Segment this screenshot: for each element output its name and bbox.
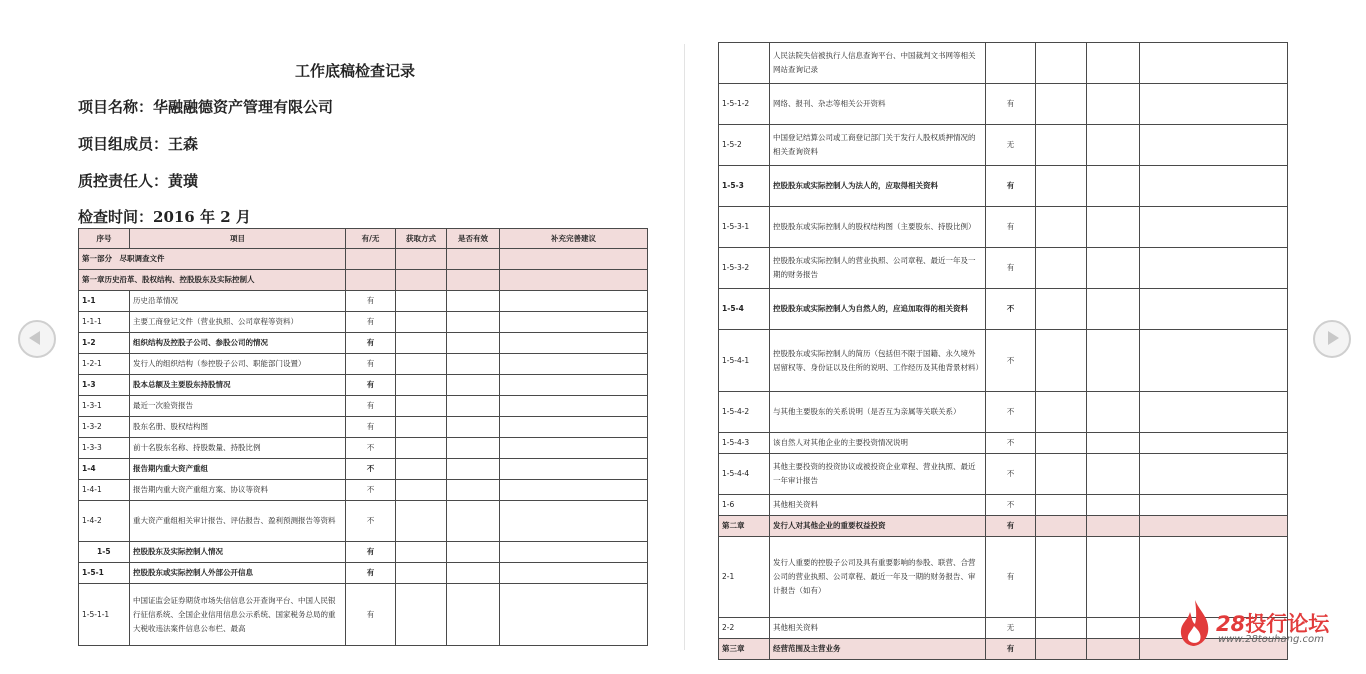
row-number: 1-5-4 <box>719 289 770 330</box>
row-item: 中国登记结算公司或工商登记部门关于发行人股权质押情况的相关查询资料 <box>770 125 986 166</box>
row-valid <box>1087 454 1140 495</box>
row-valid <box>447 584 500 646</box>
row-has-value: 有 <box>346 396 396 417</box>
row-suggestion <box>1140 495 1288 516</box>
row-item: 其他主要投资的投资协议或被投资企业章程、营业执照、最近一年审计报告 <box>770 454 986 495</box>
project-name: 项目名称：华融融德资产管理有限公司 <box>78 98 334 116</box>
row-item: 网络、报刊、杂志等相关公开资料 <box>770 84 986 125</box>
row-item: 前十名股东名称、持股数量、持股比例 <box>130 438 346 459</box>
row-valid <box>447 333 500 354</box>
row-number: 2-1 <box>719 537 770 618</box>
row-method <box>396 249 447 270</box>
table-row <box>719 207 1288 248</box>
row-has-value: 有 <box>986 166 1036 207</box>
row-number: 1-5-4-1 <box>719 330 770 392</box>
table-row <box>79 354 648 375</box>
row-item: 历史沿革情况 <box>130 291 346 312</box>
row-method <box>1036 454 1087 495</box>
flame-icon <box>1178 598 1212 648</box>
row-has-value: 有 <box>986 639 1036 660</box>
row-number: 1-3-2 <box>79 417 130 438</box>
row-method <box>396 501 447 542</box>
row-valid <box>1087 248 1140 289</box>
row-method <box>396 584 447 646</box>
table-row <box>79 584 648 646</box>
row-number: 第二章 <box>719 516 770 537</box>
row-suggestion <box>500 417 648 438</box>
row-item: 主要工商登记文件（营业执照、公司章程等资料） <box>130 312 346 333</box>
row-suggestion <box>500 249 648 270</box>
row-has-value <box>346 249 396 270</box>
row-number: 第一部分 尽职调查文件 <box>79 249 346 270</box>
row-item: 其他相关资料 <box>770 495 986 516</box>
row-valid <box>1087 495 1140 516</box>
row-valid <box>447 480 500 501</box>
row-has-value: 不 <box>986 330 1036 392</box>
table-row <box>719 125 1288 166</box>
row-valid <box>1087 125 1140 166</box>
row-suggestion <box>500 438 648 459</box>
header-item: 项目 <box>130 229 346 249</box>
row-has-value: 有 <box>986 84 1036 125</box>
row-number <box>719 43 770 84</box>
row-has-value: 不 <box>986 289 1036 330</box>
table-row <box>719 392 1288 433</box>
row-item: 控股股东或实际控制人的股权结构图（主要股东、持股比例） <box>770 207 986 248</box>
chevron-left-icon <box>29 331 40 345</box>
table-row <box>719 84 1288 125</box>
row-item: 控股股东或实际控制人为法人的，应取得相关资料 <box>770 166 986 207</box>
row-number: 2-2 <box>719 618 770 639</box>
row-item: 控股股东及实际控制人情况 <box>130 542 346 563</box>
table-row <box>719 43 1288 84</box>
table-row <box>719 248 1288 289</box>
row-number: 1-6 <box>719 495 770 516</box>
row-item: 组织结构及控股子公司、参股公司的情况 <box>130 333 346 354</box>
row-has-value: 有 <box>346 542 396 563</box>
row-has-value <box>346 270 396 291</box>
row-item: 发行人的组织结构（参控股子公司、职能部门设置） <box>130 354 346 375</box>
quality-control-owner: 质控责任人：黄璜 <box>78 172 199 190</box>
chevron-right-icon <box>1328 331 1339 345</box>
row-suggestion <box>500 312 648 333</box>
row-has-value: 不 <box>986 433 1036 454</box>
logo-number: 28 <box>1216 612 1246 636</box>
table-row <box>719 454 1288 495</box>
row-valid <box>447 438 500 459</box>
header-valid: 是否有效 <box>447 229 500 249</box>
row-item: 股本总额及主要股东持股情况 <box>130 375 346 396</box>
site-logo[interactable] <box>1178 598 1338 650</box>
row-suggestion <box>500 291 648 312</box>
table-row <box>79 312 648 333</box>
row-has-value: 不 <box>346 459 396 480</box>
row-valid <box>1087 392 1140 433</box>
logo-url: www.28touhang.com <box>1218 634 1324 645</box>
checklist-table-left <box>78 228 648 646</box>
row-suggestion <box>500 584 648 646</box>
row-suggestion <box>500 396 648 417</box>
page-divider <box>684 44 685 650</box>
table-row <box>719 433 1288 454</box>
row-item: 控股股东或实际控制人的营业执照、公司章程、最近一年及一期的财务报告 <box>770 248 986 289</box>
row-number: 1-4-2 <box>79 501 130 542</box>
table-row <box>79 375 648 396</box>
table-row <box>719 330 1288 392</box>
row-item: 与其他主要股东的关系说明（是否互为亲属等关联关系） <box>770 392 986 433</box>
row-method <box>1036 516 1087 537</box>
row-number: 1-5-4-3 <box>719 433 770 454</box>
row-suggestion <box>1140 207 1288 248</box>
table-row <box>719 289 1288 330</box>
row-method <box>396 270 447 291</box>
row-number: 1-5-3-2 <box>719 248 770 289</box>
row-valid <box>1087 289 1140 330</box>
row-valid <box>1087 330 1140 392</box>
row-suggestion <box>500 501 648 542</box>
row-method <box>396 459 447 480</box>
header-no: 序号 <box>79 229 130 249</box>
row-method <box>396 375 447 396</box>
row-method <box>1036 537 1087 618</box>
row-valid <box>1087 639 1140 660</box>
table-row <box>79 459 648 480</box>
row-item: 重大资产重组相关审计报告、评估报告、盈利预测报告等资料 <box>130 501 346 542</box>
row-method <box>1036 618 1087 639</box>
row-method <box>1036 248 1087 289</box>
row-has-value: 有 <box>346 354 396 375</box>
row-method <box>1036 289 1087 330</box>
row-method <box>1036 207 1087 248</box>
row-item: 经营范围及主营业务 <box>770 639 986 660</box>
table-row <box>719 516 1288 537</box>
row-suggestion <box>1140 289 1288 330</box>
table-row <box>79 501 648 542</box>
row-item: 控股股东或实际控制人外部公开信息 <box>130 563 346 584</box>
table-row <box>79 291 648 312</box>
document-title: 工作底稿检查记录 <box>295 62 416 80</box>
row-number: 1-4 <box>79 459 130 480</box>
row-suggestion <box>500 270 648 291</box>
checklist-table-right <box>718 42 1288 660</box>
row-suggestion <box>1140 392 1288 433</box>
row-method <box>396 438 447 459</box>
row-suggestion <box>1140 516 1288 537</box>
row-number: 1-5-1-2 <box>719 84 770 125</box>
row-item: 该自然人对其他企业的主要投资情况说明 <box>770 433 986 454</box>
table-row <box>79 563 648 584</box>
row-valid <box>1087 43 1140 84</box>
row-method <box>396 354 447 375</box>
row-method <box>396 312 447 333</box>
row-method <box>1036 166 1087 207</box>
row-suggestion <box>1140 433 1288 454</box>
row-number: 1-1-1 <box>79 312 130 333</box>
row-has-value <box>986 43 1036 84</box>
row-valid <box>447 542 500 563</box>
table-row <box>719 495 1288 516</box>
row-has-value: 有 <box>346 291 396 312</box>
row-number: 第三章 <box>719 639 770 660</box>
row-has-value: 不 <box>346 438 396 459</box>
row-valid <box>447 312 500 333</box>
row-has-value: 无 <box>986 618 1036 639</box>
row-number: 1-5-4-4 <box>719 454 770 495</box>
row-item: 发行人重要的控股子公司及具有重要影响的参股、联营、合营公司的营业执照、公司章程、最近一年及一期的财务报告、审计报告（如有） <box>770 537 986 618</box>
row-suggestion <box>500 375 648 396</box>
table-row <box>719 166 1288 207</box>
row-has-value: 有 <box>986 516 1036 537</box>
row-suggestion <box>1140 166 1288 207</box>
row-number: 1-4-1 <box>79 480 130 501</box>
logo-title: 投行论坛 <box>1245 612 1330 636</box>
row-number: 1-3-3 <box>79 438 130 459</box>
project-members: 项目组成员：王森 <box>78 135 199 153</box>
row-number: 1-3-1 <box>79 396 130 417</box>
row-has-value: 有 <box>346 312 396 333</box>
row-item: 报告期内重大资产重组方案、协议等资料 <box>130 480 346 501</box>
row-number: 1-3 <box>79 375 130 396</box>
row-has-value: 无 <box>986 125 1036 166</box>
row-valid <box>447 270 500 291</box>
row-method <box>396 291 447 312</box>
row-item: 控股股东或实际控制人为自然人的，应追加取得的相关资料 <box>770 289 986 330</box>
row-has-value: 不 <box>346 480 396 501</box>
row-valid <box>447 459 500 480</box>
row-number: 第一章历史沿革、股权结构、控股股东及实际控制人 <box>79 270 346 291</box>
row-item: 其他相关资料 <box>770 618 986 639</box>
row-method <box>396 417 447 438</box>
row-suggestion <box>1140 454 1288 495</box>
row-number: 1-5-1-1 <box>79 584 130 646</box>
table-row <box>79 542 648 563</box>
row-suggestion <box>1140 330 1288 392</box>
row-method <box>396 333 447 354</box>
row-has-value: 有 <box>986 248 1036 289</box>
row-valid <box>447 563 500 584</box>
table-row <box>79 249 648 270</box>
row-number: 1-2-1 <box>79 354 130 375</box>
row-number: 1-5-4-2 <box>719 392 770 433</box>
row-valid <box>1087 166 1140 207</box>
row-number: 1-2 <box>79 333 130 354</box>
row-has-value: 有 <box>346 584 396 646</box>
table-row <box>79 396 648 417</box>
row-number: 1-5-3-1 <box>719 207 770 248</box>
row-has-value: 不 <box>986 495 1036 516</box>
row-number: 1-5-1 <box>79 563 130 584</box>
row-suggestion <box>1140 248 1288 289</box>
row-has-value: 有 <box>346 333 396 354</box>
row-item: 最近一次验资报告 <box>130 396 346 417</box>
row-suggestion <box>500 563 648 584</box>
check-time: 检查时间：2016 年 2 月 <box>78 208 251 226</box>
row-has-value: 不 <box>346 501 396 542</box>
row-has-value: 有 <box>346 417 396 438</box>
row-valid <box>1087 207 1140 248</box>
row-item: 人民法院失信被执行人信息查询平台、中国裁判文书网等相关网站查询记录 <box>770 43 986 84</box>
row-number: 1-5-3 <box>719 166 770 207</box>
row-method <box>1036 392 1087 433</box>
row-suggestion <box>1140 125 1288 166</box>
table-row <box>79 417 648 438</box>
table-row <box>79 438 648 459</box>
row-method <box>1036 495 1087 516</box>
row-suggestion <box>500 354 648 375</box>
row-suggestion <box>500 542 648 563</box>
row-valid <box>1087 537 1140 618</box>
row-suggestion <box>500 459 648 480</box>
row-method <box>396 542 447 563</box>
row-item: 报告期内重大资产重组 <box>130 459 346 480</box>
row-has-value: 有 <box>986 207 1036 248</box>
table-row <box>79 270 648 291</box>
row-method <box>1036 433 1087 454</box>
row-method <box>1036 125 1087 166</box>
row-method <box>396 396 447 417</box>
row-valid <box>447 375 500 396</box>
row-number: 1-5 <box>79 542 130 563</box>
row-method <box>1036 43 1087 84</box>
row-item: 股东名册、股权结构图 <box>130 417 346 438</box>
table-row <box>79 333 648 354</box>
row-item: 发行人对其他企业的重要权益投资 <box>770 516 986 537</box>
row-has-value: 不 <box>986 392 1036 433</box>
document-page-right <box>700 0 1300 674</box>
header-suggestion: 补充完善建议 <box>500 229 648 249</box>
row-method <box>396 480 447 501</box>
previous-page-button[interactable] <box>18 320 56 358</box>
row-item: 中国证监会证券期货市场失信信息公开查询平台、中国人民银行征信系统、全国企业信用信息公示系统、国家税务总局的重大税收违法案件信息公布栏、最高 <box>130 584 346 646</box>
header-has: 有/无 <box>346 229 396 249</box>
row-method <box>1036 639 1087 660</box>
row-valid <box>447 501 500 542</box>
row-has-value: 有 <box>346 375 396 396</box>
row-suggestion <box>500 333 648 354</box>
next-page-button[interactable] <box>1313 320 1351 358</box>
row-number: 1-1 <box>79 291 130 312</box>
row-suggestion <box>500 480 648 501</box>
document-page-left <box>60 0 660 674</box>
row-suggestion <box>1140 43 1288 84</box>
row-valid <box>447 354 500 375</box>
row-valid <box>1087 433 1140 454</box>
row-number: 1-5-2 <box>719 125 770 166</box>
row-valid <box>447 291 500 312</box>
row-valid <box>447 249 500 270</box>
row-valid <box>1087 84 1140 125</box>
row-item: 控股股东或实际控制人的简历（包括但不限于国籍、永久境外居留权等、身份证以及住所的说明、工作经历及其他背景材料） <box>770 330 986 392</box>
row-has-value: 有 <box>986 537 1036 618</box>
row-has-value: 有 <box>346 563 396 584</box>
table-header-row <box>79 229 648 249</box>
row-valid <box>447 396 500 417</box>
row-method <box>396 563 447 584</box>
row-has-value: 不 <box>986 454 1036 495</box>
row-valid <box>1087 516 1140 537</box>
table-row <box>79 480 648 501</box>
row-method <box>1036 84 1087 125</box>
header-method: 获取方式 <box>396 229 447 249</box>
row-valid <box>447 417 500 438</box>
row-method <box>1036 330 1087 392</box>
row-suggestion <box>1140 84 1288 125</box>
row-valid <box>1087 618 1140 639</box>
